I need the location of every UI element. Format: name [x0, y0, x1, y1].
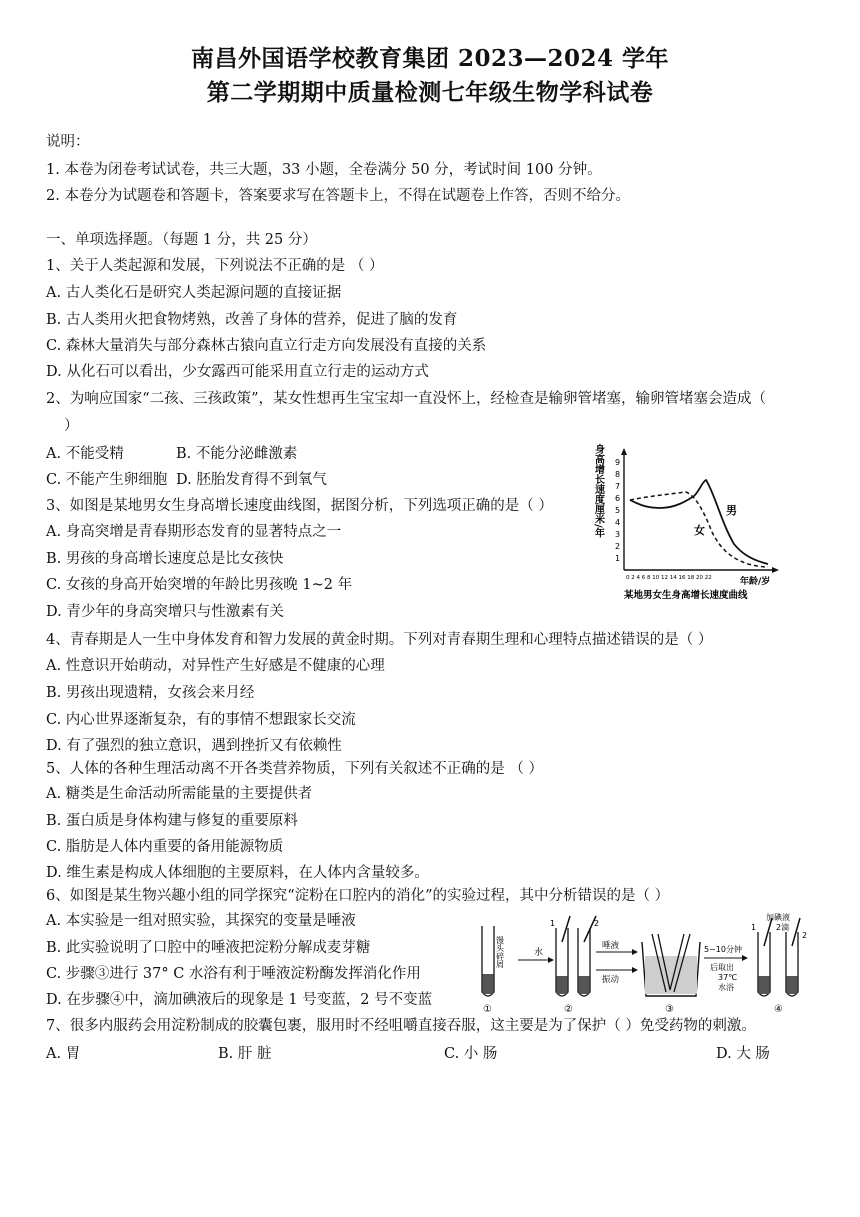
temp-label: 37℃ [718, 973, 738, 982]
section-heading: 一、单项选择题。（每题 1 分，共 25 分） [46, 232, 317, 248]
question-5-option-a: A. 糖类是生命活动所需能量的主要提供者 [46, 786, 313, 802]
question-4-option-c: C. 内心世界逐渐复杂，有的事情不想跟家长交流 [46, 712, 356, 728]
question-6-option-b: B. 此实验说明了口腔中的唾液把淀粉分解成麦芽糖 [46, 940, 371, 956]
step1-label: ① [483, 1004, 492, 1015]
question-1-option-b: B. 古人类用火把食物烤熟，改善了身体的营养，促进了脑的发育 [46, 312, 458, 328]
note-item-1: 1. 本卷为闭卷考试试卷，共三大题，33 小题，全卷满分 50 分，考试时间 100 分钟。 [46, 162, 602, 178]
question-2-option-c: C. 不能产生卵细胞 [46, 472, 168, 488]
question-6-option-a: A. 本实验是一组对照实验，其探究的变量是唾液 [46, 913, 356, 929]
male-curve-label: 男 [726, 504, 737, 517]
step2-label: ② [564, 1004, 573, 1015]
question-2-option-a: A. 不能受精 [46, 446, 124, 462]
water-bath-beaker [642, 934, 700, 996]
question-3-stem: 3、如图是某地男女生身高增长速度曲线图，据图分析，下列选项正确的是（ ） [46, 498, 553, 514]
question-3-option-d: D. 青少年的身高突增只与性激素有关 [46, 604, 284, 620]
question-7-option-d: D. 大 肠 [716, 1046, 770, 1062]
chart-y-tick: 4 [615, 518, 621, 527]
question-1-stem: 1、关于人类起源和发展，下列说法不正确的是 （ ） [46, 258, 384, 274]
exam-title-line1: 南昌外国语学校教育集团 2023—2024 学年 [190, 45, 670, 72]
step4-label: ④ [774, 1004, 783, 1015]
saliva-label: 唾液 [602, 941, 620, 951]
question-6-option-c: C. 步骤③进行 37° C 水浴有利于唾液淀粉酶发挥消化作用 [46, 966, 421, 982]
arrow-1-head [548, 957, 554, 963]
chart-caption: 某地男女生身高增长速度曲线 [624, 590, 748, 601]
chart-y-tick: 8 [615, 470, 621, 479]
question-1-option-c: C. 森林大量消失与部分森林古猿向直立行走方向发展没有直接的关系 [46, 338, 487, 354]
question-2-option-b: B. 不能分泌雌激素 [176, 446, 298, 462]
chart-x-ticks: 0 2 4 6 8 10 12 14 16 18 20 22 [626, 575, 712, 581]
question-1-option-d: D. 从化石可以看出，少女露西可能采用直立行走的运动方式 [46, 364, 429, 380]
step2-tube2-num: 2 [594, 919, 600, 928]
question-7-stem: 7、很多内服药会用淀粉制成的胶囊包裹，服用时不经咀嚼直接吞服，这主要是为了保护（ ）免受药物的刺激。 [46, 1018, 756, 1034]
question-7-option-a: A. 胃 [46, 1046, 81, 1062]
question-5-option-d: D. 维生素是构成人体细胞的主要原料，在人体内含量较多。 [46, 865, 429, 881]
growth-rate-chart [590, 432, 790, 604]
chart-x-label: 年龄/岁 [740, 577, 771, 587]
question-5-option-b: B. 蛋白质是身体构建与修复的重要原料 [46, 813, 298, 829]
question-5-stem: 5、人体的各种生理活动离不开各类营养物质，下列有关叙述不正确的是 （ ） [46, 761, 543, 777]
step4-tube2-num: 2 [802, 931, 808, 940]
question-3-option-a: A. 身高突增是青春期形态发育的显著特点之一 [46, 524, 342, 540]
question-3-option-b: B. 男孩的身高增长速度总是比女孩快 [46, 551, 284, 567]
question-4-option-a: A. 性意识开始萌动，对异性产生好感是不健康的心理 [46, 658, 385, 674]
water-label: 水 [534, 948, 544, 958]
step2-tubes [556, 916, 596, 996]
question-7-option-c: C. 小 肠 [444, 1046, 498, 1062]
time-label: 5~10分钟 [704, 945, 742, 954]
question-7-option-b: B. 肝 脏 [218, 1046, 272, 1062]
arrow-3-head [632, 967, 638, 973]
question-4-option-b: B. 男孩出现遗精，女孩会来月经 [46, 685, 255, 701]
bath-label: 水浴 [718, 983, 734, 992]
drops-label: 2滴 [776, 923, 790, 932]
chart-x-arrow [772, 567, 779, 573]
chart-y-label: 身高增长速度厘米/年 [592, 444, 604, 538]
question-2-stem-cont: ） [64, 418, 79, 434]
question-6-option-d: D. 在步骤④中，滴加碘液后的现象是 1 号变蓝，2 号不变蓝 [46, 992, 433, 1008]
chart-y-tick: 1 [615, 554, 621, 563]
note-item-2: 2. 本卷分为试题卷和答题卡，答案要求写在答题卡上，不得在试题卷上作答，否则不给分。 [46, 188, 630, 204]
question-4-stem: 4、青春期是人一生中身体发育和智力发展的黄金时期。下列对青春期生理和心理特点描述错误的是（ ） [46, 632, 713, 648]
step1-tube [482, 926, 494, 996]
iodine-label: 加碘液 [766, 913, 790, 922]
exam-title-line2: 第二学期期中质量检测七年级生物学科试卷 [206, 79, 654, 106]
starch-label: 馒头碎屑 [495, 936, 505, 968]
chart-y-ticks [615, 458, 620, 563]
step3-label: ③ [665, 1004, 674, 1015]
step4-tube1-num: 1 [751, 923, 757, 932]
question-1-option-a: A. 古人类化石是研究人类起源问题的直接证据 [46, 285, 342, 301]
question-6-stem: 6、如图是某生物兴趣小组的同学探究“淀粉在口腔内的消化”的实验过程，其中分析错误的是（ ） [46, 888, 670, 904]
chart-y-tick: 6 [615, 494, 621, 503]
question-5-option-c: C. 脂肪是人体内重要的备用能源物质 [46, 839, 284, 855]
chart-y-arrow [621, 448, 627, 455]
shake-label: 振动 [602, 975, 620, 985]
chart-y-tick: 2 [615, 542, 621, 551]
female-curve-label: 女 [694, 524, 705, 537]
male-curve [630, 480, 768, 564]
step2-tube1-num: 1 [550, 919, 556, 928]
question-2-stem: 2、为响应国家“二孩、三孩政策”，某女性想再生宝宝却一直没怀上，经检查是输卵管堵塞，输卵管堵塞会造成（ [46, 391, 767, 407]
question-4-option-d: D. 有了强烈的独立意识，遇到挫折又有依赖性 [46, 738, 342, 754]
arrow-2-head [632, 949, 638, 955]
notes-label: 说明： [46, 134, 90, 150]
question-2-option-d: D. 胚胎发育得不到氧气 [176, 472, 327, 488]
saliva-experiment-figure [474, 912, 814, 1022]
chart-y-tick: 3 [615, 530, 621, 539]
arrow-4-head [742, 955, 748, 961]
chart-y-tick: 7 [615, 482, 621, 491]
question-3-option-c: C. 女孩的身高开始突增的年龄比男孩晚 1~2 年 [46, 577, 353, 593]
remove-label: 后取出 [710, 963, 734, 972]
chart-y-tick: 5 [615, 506, 621, 515]
chart-y-tick: 9 [615, 458, 621, 467]
